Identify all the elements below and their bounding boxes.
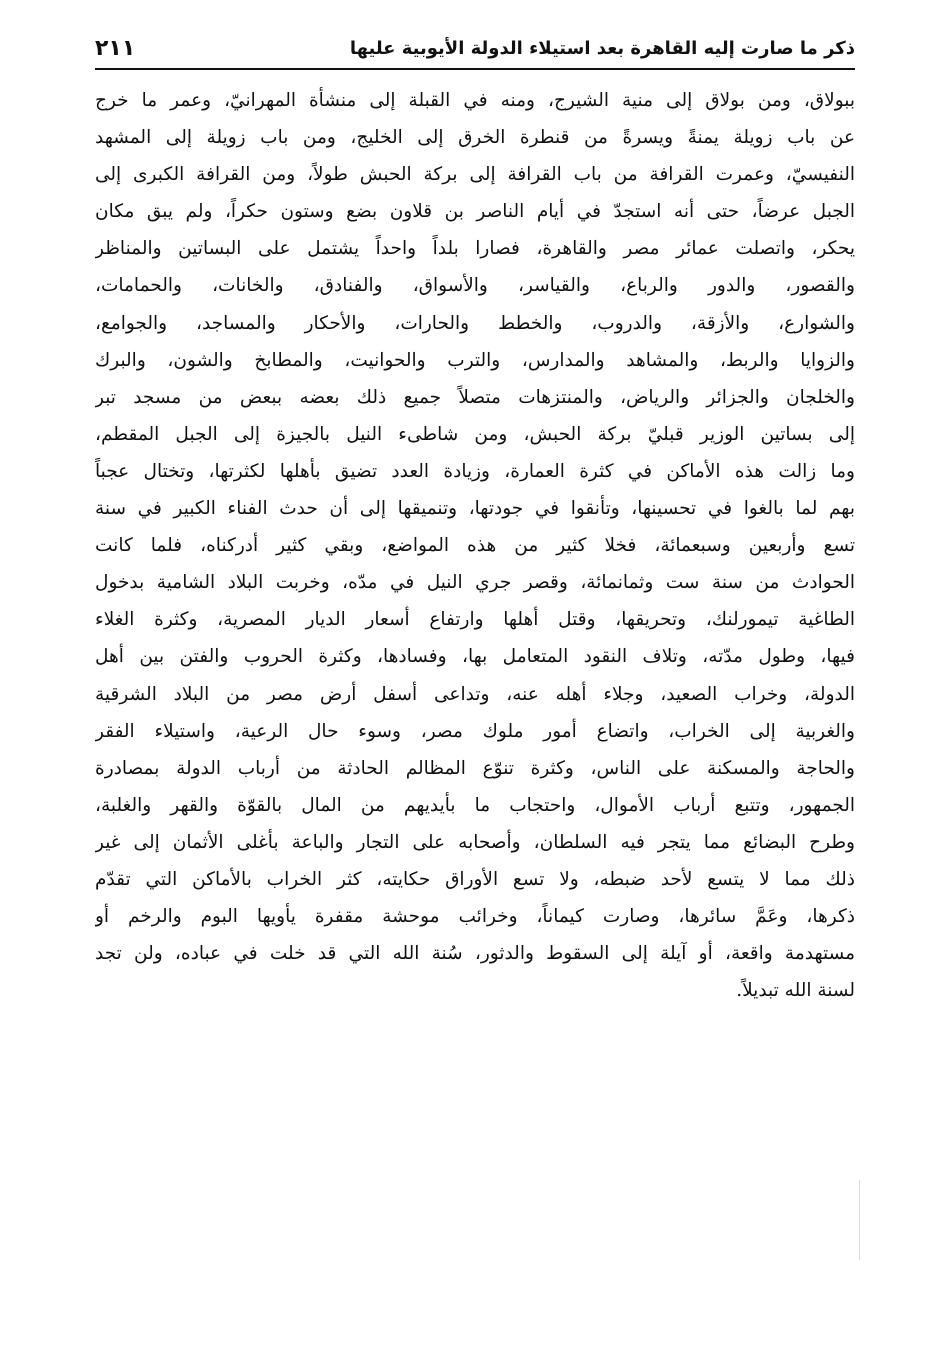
text-line: والخلجان والجزائر والرياض، والمنتزهات متصلاً جميع ذلك بعضه ببعض من مسجد تبر — [95, 386, 855, 408]
text-line: ذلك مما لا يتسع لأحد ضبطه، ولا تسع الأوراق حكايته، كثر الخراب بالأماكن التي تقدّم — [95, 868, 855, 890]
text-line: والحاجة والمسكنة على الناس، وكثرة تنوّع المظالم الحادثة من أرباب الدولة بمصادرة — [95, 757, 855, 779]
text-line: يحكر، واتصلت عمائر مصر والقاهرة، فصارا بلداً واحداً يشتمل على البساتين والمناظر — [95, 238, 855, 260]
header-divider — [95, 68, 855, 70]
text-line: الجمهور، وتتبع أرباب الأموال، واحتجاب ما بأيديهم من المال بالقوّة والقهر والغلبة، — [95, 794, 855, 816]
text-line: الدولة، وخراب الصعيد، وجلاء أهله عنه، وتداعى أسفل أرض مصر من البلاد الشرقية — [95, 683, 855, 705]
running-head — [95, 30, 855, 66]
text-line: الطاغية تيمورلنك، وتحريقها، وقتل أهلها وارتفاع أسعار الديار المصرية، وكثرة الغلاء — [95, 609, 855, 631]
text-line: تسع وأربعين وسبعمائة، فخلا كثير من هذه المواضع، وبقي كثير أدركناه، فلما كانت — [95, 535, 855, 557]
text-line: مستهدمة واقعة، أو آيلة إلى السقوط والدثور، سُنة الله التي قد خلت في عباده، ولن تجد — [95, 943, 855, 965]
text-line: ذكرها، وعَمَّ سائرها، وصارت كيماناً، وخرائب موحشة مقفرة يأويها البوم والرخم أو — [95, 906, 855, 928]
text-line: وما زالت هذه الأماكن في كثرة العمارة، وزيادة العدد تضيق بأهلها لكثرتها، وتختال عجباً — [95, 460, 855, 482]
page-number: ٢١١ — [95, 35, 136, 61]
text-line: والقصور، والدور والرباع، والقياسر، والأسواق، والفنادق، والخانات، والحمامات، — [95, 275, 855, 297]
text-line-last: لسنة الله تبديلاً. — [736, 980, 855, 1002]
scan-mark — [859, 1180, 860, 1260]
text-line: الجبل عرضاً، حتى أنه استجدّ في أيام الناصر بن قلاون بضع وستون حكراً، ولم يبق مكان — [95, 201, 855, 223]
text-line: والزوايا والربط، والمشاهد والمدارس، والترب والحوانيت، والمطابخ والشون، والبرك — [95, 349, 855, 371]
text-line: بهم لما بالغوا في تحسينها، وتأنقوا في جودتها، وتنميقها إلى أن حدث الفناء الكبير في سنة — [95, 498, 855, 520]
text-line: والشوارع، والأزقة، والدروب، والخطط والحارات، والأحكار والمساجد، والجوامع، — [95, 312, 855, 334]
text-line: عن باب زويلة يمنةً ويسرةً من قنطرة الخرق إلى الخليج، ومن باب زويلة إلى المشهد — [95, 127, 855, 149]
body-text — [95, 82, 855, 1009]
text-line: فيها، وطول مدّته، وتلاف النقود المتعامل بها، وفسادها، وكثرة الحروب والفتن بين أهل — [95, 646, 855, 668]
text-line: والغربية إلى الخراب، واتضاع أمور ملوك مصر، وسوء حال الرعية، واستيلاء الفقر — [95, 720, 855, 742]
running-title: ذكر ما صارت إليه القاهرة بعد استيلاء الدولة الأيوبية عليها — [349, 37, 855, 59]
text-line: ببولاق، ومن بولاق إلى منية الشيرج، ومنه في القبلة إلى منشأة المهرانيّ، وعمر ما خرج — [95, 90, 855, 111]
text-line: النفيسيّ، وعمرت القرافة من باب القرافة إلى بركة الحبش طولاً، ومن القرافة الكبرى إلى — [95, 164, 855, 186]
text-line: الحوادث من سنة ست وثمانمائة، وقصر جري النيل في مدّه، وخربت البلاد الشامية بدخول — [95, 572, 855, 594]
text-line: إلى بساتين الوزير قبليّ بركة الحبش، ومن شاطىء النيل بالجيزة إلى الجبل المقطم، — [95, 423, 855, 445]
text-line: وطرح البضائع مما يتجر فيه السلطان، وأصحابه على التجار والباعة بأغلى الأثمان إلى غير — [95, 831, 855, 853]
